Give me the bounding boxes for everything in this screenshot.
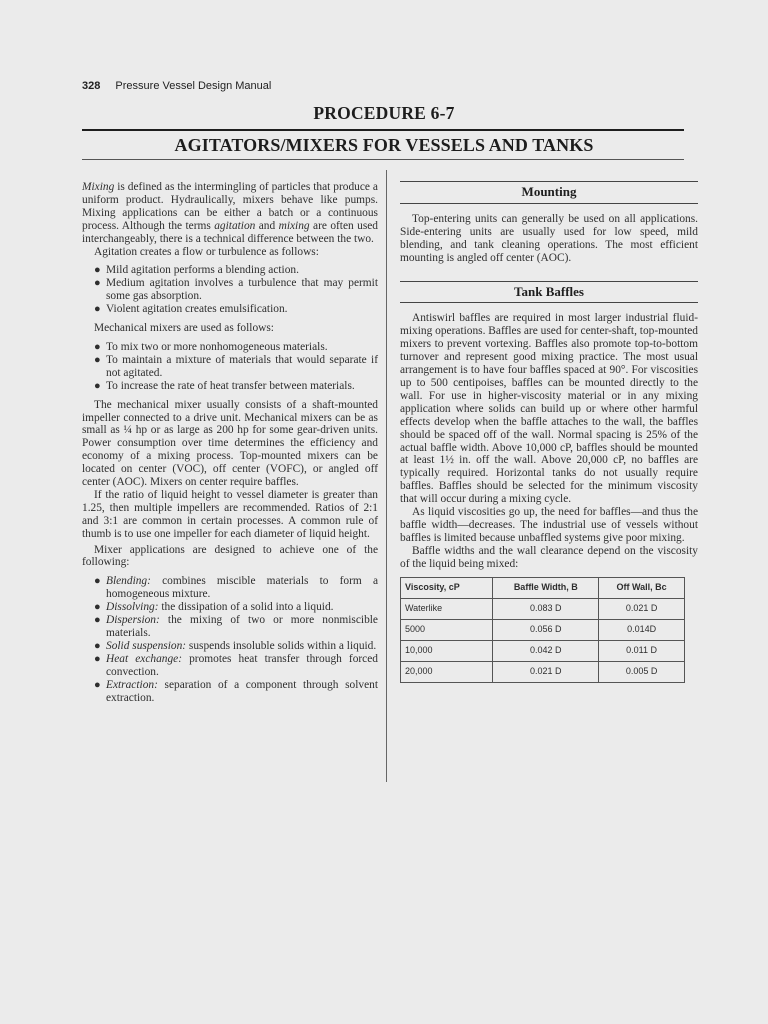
table-cell: 0.042 D — [493, 640, 599, 661]
title-rule-bottom — [82, 159, 684, 160]
table-cell: 0.021 D — [599, 598, 685, 619]
list-item: ● Blending: combines miscible materials to form a homogeneous mixture. — [94, 575, 378, 601]
list-item: ● Dispersion: the mixing of two or more nonmiscible materials. — [94, 614, 378, 639]
table-cell: 0.021 D — [493, 661, 599, 682]
mech-list — [82, 341, 378, 393]
intro-text-2: and — [255, 219, 279, 232]
list-item: ● Extraction: separation of a component through solvent extraction. — [94, 678, 378, 704]
book-title: Pressure Vessel Design Manual — [115, 80, 272, 92]
list-item-text: suspends insoluble solids within a liquid. — [186, 639, 377, 652]
list-item-text: Mild agitation performs a blending action. — [106, 264, 299, 277]
table-cell: 20,000 — [401, 661, 493, 682]
procedure-number: PROCEDURE 6-7 — [313, 103, 455, 123]
applications-list — [82, 575, 378, 704]
table-row — [401, 661, 685, 682]
list-item-text: Violent agitation creates emulsification. — [106, 303, 288, 316]
baffles-paragraph-1: Antiswirl baffles are required in most larger industrial fluid-mixing operations. Baffles are used for center-shaft, top-mounted mixers to prevent vortexing. Baffles also promote top-to-bottom turnover and represent good mixing practice. The most usual arrangement is to have four baffles spaced at 90°. For viscosities up to 500 centipoises, baffles can be mounted directly to the wall. For use in higher-viscosity material or in any mixing application where solids can build up or where other harmful effects develop when the baffle attaches to the wall, the baffles should be spaced off of the wall. Normal spacing is 25% of the actual baffle width. Above 10,000 cP, baffles should be mounted at least 1½ in. off the wall. Above 20,000 cP, no baffles are typically required. Horizontal tanks do not usually require baffles. Baffles should be selected for the minimum viscosity that will occur during a mixing cycle. — [400, 312, 698, 506]
column-header: Baffle Width, B — [493, 577, 599, 598]
mounting-rule-top — [400, 181, 698, 182]
mounting-heading: Mounting — [521, 184, 577, 199]
list-item-term: Extraction: — [106, 678, 158, 691]
intro-text-3: are often used interchangeably, there is a technical difference between the two. — [82, 219, 378, 245]
list-item-text: To mix two or more nonhomogeneous materials. — [106, 340, 328, 353]
mech-lead: Mechanical mixers are used as follows: — [94, 322, 274, 335]
title-rule-top — [82, 129, 684, 131]
table-row — [401, 640, 685, 661]
apps-lead: Mixer applications are designed to achieve one of the following: — [82, 543, 378, 569]
baffles-paragraph-2: As liquid viscosities go up, the need for baffles—and thus the baffle width—decreases. The industrial use of vessels without baffles is limited because unbaffled systems give poor mixing. — [400, 506, 698, 544]
baffle-table — [400, 577, 685, 683]
intro-text-1: is defined as the intermingling of particles that produce a uniform product. Hydraulically, mixers behave like pumps. Mixing applications can be either a batch or a continuous process. Although the terms — [82, 181, 378, 232]
intro-term-agitation: agitation — [214, 219, 256, 232]
list-item-term: Dispersion: — [106, 614, 160, 627]
table-header-row — [401, 577, 685, 598]
list-item-text: the mixing of two or more nonmiscible materials. — [106, 614, 378, 639]
table-cell: 0.005 D — [599, 661, 685, 682]
page-number: 328 — [82, 80, 101, 92]
list-item: ● Dissolving: the dissipation of a solid into a liquid. — [94, 601, 334, 614]
mixer-paragraph: The mechanical mixer usually consists of a shaft-mounted impeller connected to a drive unit. Mechanical mixers can be as small as ¼ hp or as large as 200 hp for some gear-driven units. Power consumption over time determines the efficiency and economy of a mixing process. Top-mounted mixers can be located on center (VOC), off center (VOFC), or angled off center (AOC). Mixers on center require baffles. — [82, 398, 378, 489]
baffles-heading: Tank Baffles — [514, 283, 584, 299]
list-item: ● To maintain a mixture of materials that would separate if not agitated. — [94, 353, 378, 379]
mounting-rule-bottom — [400, 203, 698, 204]
list-item-term: Heat exchange: — [106, 652, 183, 665]
mounting-paragraph: Top-entering units can generally be used on all applications. Side-entering units are usually used for low speed, mild blending, and tank cleaning operations. The most efficient mounting is angled off center (AOC). — [400, 212, 698, 264]
baffles-paragraph-3: Baffle widths and the wall clearance depend on the viscosity of the liquid being mixed: — [400, 544, 698, 570]
table-row — [401, 619, 685, 640]
intro-paragraph — [82, 181, 378, 246]
table-cell: 0.083 D — [493, 598, 599, 619]
list-item-text: combines miscible materials to form a homogeneous mixture. — [106, 575, 378, 601]
table-cell: 0.011 D — [599, 640, 685, 661]
baffles-rule-top — [400, 281, 698, 282]
table-cell: 10,000 — [401, 640, 493, 661]
list-item: ● Solid suspension: suspends insoluble solids within a liquid. — [94, 639, 377, 652]
list-item: ● Mild agitation performs a blending action. — [94, 264, 299, 277]
list-item: ● Medium agitation involves a turbulence that may permit some gas absorption. — [94, 277, 378, 303]
table-row — [401, 598, 685, 619]
table-cell: 0.014D — [599, 619, 685, 640]
table-cell: Waterlike — [401, 598, 493, 619]
list-item-text: the dissipation of a solid into a liquid. — [158, 601, 334, 614]
list-item-text: promotes heat transfer through forced convection. — [106, 652, 378, 678]
intro-term-mixing: mixing — [278, 219, 310, 232]
page-title: AGITATORS/MIXERS FOR VESSELS AND TANKS — [174, 135, 594, 155]
intro-term: Mixing — [82, 181, 115, 193]
table-cell: 0.056 D — [493, 619, 599, 640]
list-item: ● Heat exchange: promotes heat transfer through forced convection. — [94, 652, 378, 678]
running-header — [82, 80, 271, 92]
list-item: ● To mix two or more nonhomogeneous materials. — [94, 340, 328, 353]
list-item-text: Medium agitation involves a turbulence that may permit some gas absorption. — [106, 277, 378, 303]
list-item: ● Violent agitation creates emulsification. — [94, 303, 288, 316]
list-item-term: Dissolving: — [106, 601, 159, 614]
list-item-text: To maintain a mixture of materials that would separate if not agitated. — [106, 353, 378, 379]
right-column — [400, 181, 698, 683]
column-header: Viscosity, cP — [401, 577, 493, 598]
agitation-lead: Agitation creates a flow or turbulence as follows: — [94, 245, 319, 258]
baffles-rule-bottom — [400, 302, 698, 303]
list-item-term: Solid suspension: — [106, 639, 187, 652]
left-column — [82, 181, 378, 710]
agitation-list — [82, 264, 378, 316]
list-item-term: Blending: — [106, 575, 151, 588]
column-divider — [386, 170, 387, 782]
column-header: Off Wall, Bc — [599, 577, 685, 598]
list-item-text: To increase the rate of heat transfer between materials. — [106, 379, 355, 392]
table-cell: 5000 — [401, 619, 493, 640]
ratio-paragraph: If the ratio of liquid height to vessel diameter is greater than 1.25, then multiple impellers are recommended. Ratios of 2:1 and 3:1 are common in certain processes. A common rule of thumb is to use one impeller for each diameter of liquid height. — [82, 488, 378, 540]
list-item: ● To increase the rate of heat transfer between materials. — [94, 379, 355, 392]
list-item-text: separation of a component through solvent extraction. — [106, 678, 378, 704]
